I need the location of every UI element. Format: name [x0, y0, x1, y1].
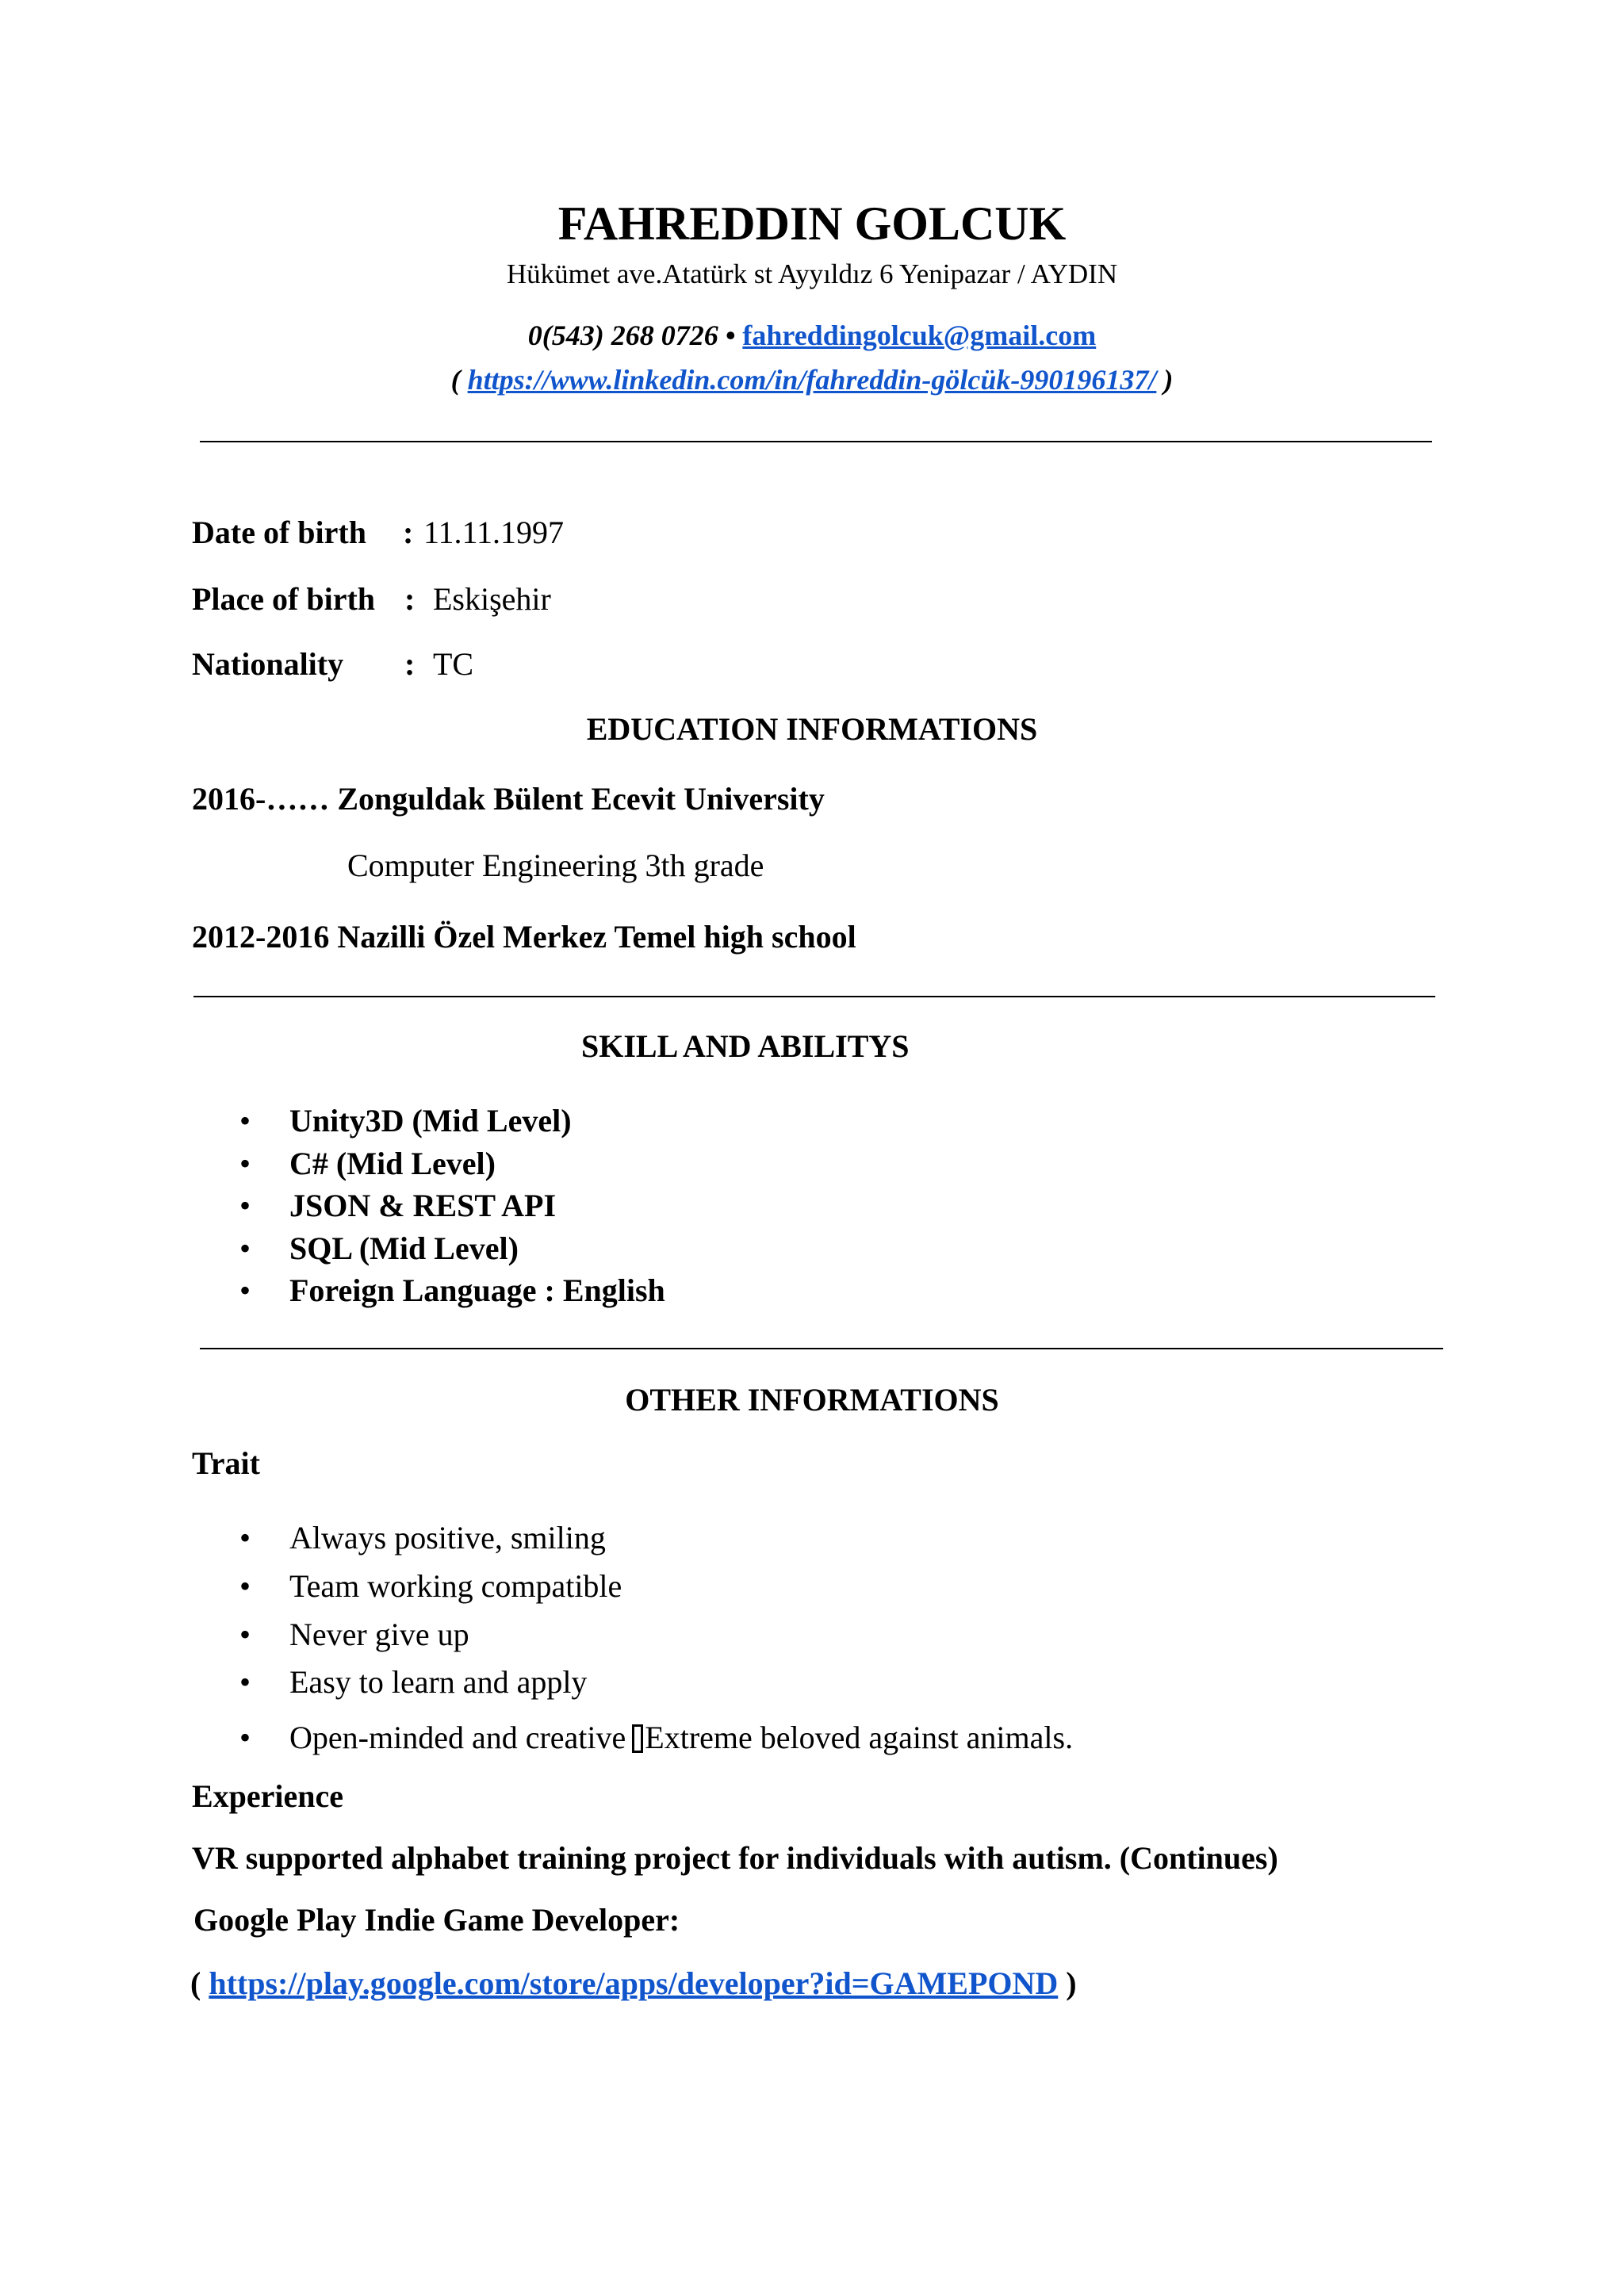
paren-open: ( — [190, 1965, 201, 2001]
dob-sep: : — [403, 515, 414, 550]
nationality-value: TC — [433, 646, 474, 682]
skill-item: C# (Mid Level) — [289, 1146, 496, 1181]
bullet: • — [239, 1568, 251, 1604]
bullet: • — [239, 1617, 251, 1652]
bullet: • — [239, 1146, 251, 1181]
bullet: • — [239, 1230, 251, 1266]
trait-item — [289, 1719, 1073, 1756]
other-heading: OTHER INFORMATIONS — [625, 1382, 999, 1418]
divider — [200, 1348, 1443, 1349]
trait-text: Open-minded and creative — [289, 1720, 626, 1755]
experience-heading: Experience — [192, 1778, 344, 1814]
dob-label: Date of birth — [192, 515, 366, 550]
pob-value: Eskişehir — [433, 581, 551, 617]
address-line: Hükümet ave.Atatürk st Ayyıldız 6 Yenipazar / AYDIN — [506, 258, 1118, 289]
dob-value: 11.11.1997 — [423, 515, 565, 550]
skill-item: JSON & REST API — [289, 1188, 557, 1223]
nationality-label: Nationality — [192, 646, 344, 682]
bullet: • — [239, 1720, 251, 1755]
phone-number: 0(543) 268 0726 • — [527, 320, 736, 351]
trait-item: Easy to learn and apply — [289, 1664, 588, 1700]
education-entry-1: 2016-…… Zonguldak Bülent Ecevit University — [192, 781, 825, 817]
linkedin-line — [0, 363, 1624, 396]
bullet: • — [239, 1188, 251, 1223]
paren-open: ( — [450, 364, 461, 396]
pob-sep: : — [404, 581, 416, 617]
paren-close: ) — [1163, 364, 1174, 396]
divider — [193, 996, 1435, 997]
trait-item: Always positive, smiling — [289, 1520, 606, 1556]
skills-heading: SKILL AND ABILITYS — [581, 1028, 910, 1064]
experience-item: VR supported alphabet training project for individuals with autism. (Continues) — [192, 1840, 1278, 1876]
trait-heading: Trait — [192, 1445, 260, 1481]
nationality-sep: : — [404, 646, 416, 682]
paren-close: ) — [1066, 1965, 1077, 2001]
skill-item: Foreign Language : English — [289, 1272, 665, 1308]
missing-glyph-icon — [632, 1724, 643, 1753]
divider — [200, 441, 1432, 442]
contact-line — [0, 319, 1624, 352]
email-link[interactable]: fahreddingolcuk@gmail.com — [742, 320, 1097, 351]
skill-item: SQL (Mid Level) — [289, 1230, 519, 1266]
education-entry-1-detail: Computer Engineering 3th grade — [347, 848, 764, 883]
trait-item: Team working compatible — [289, 1568, 622, 1604]
trait-text: Extreme beloved against animals. — [645, 1720, 1074, 1755]
bullet: • — [239, 1520, 251, 1556]
pob-label: Place of birth — [192, 581, 376, 617]
bullet: • — [239, 1103, 251, 1138]
education-entry-2: 2012-2016 Nazilli Özel Merkez Temel high school — [192, 919, 856, 955]
bullet: • — [239, 1272, 251, 1308]
google-play-line — [190, 1965, 1077, 2002]
trait-item: Never give up — [289, 1617, 469, 1652]
linkedin-link[interactable]: https://www.linkedin.com/in/fahreddin-gölcük-990196137/ — [467, 364, 1157, 396]
skill-item: Unity3D (Mid Level) — [289, 1103, 572, 1138]
education-heading: EDUCATION INFORMATIONS — [586, 711, 1038, 747]
resume-name: FAHREDDIN GOLCUK — [557, 197, 1067, 250]
google-play-link[interactable]: https://play.google.com/store/apps/developer?id=GAMEPOND — [209, 1965, 1059, 2001]
bullet: • — [239, 1664, 251, 1700]
google-play-heading: Google Play Indie Game Developer: — [193, 1902, 680, 1938]
